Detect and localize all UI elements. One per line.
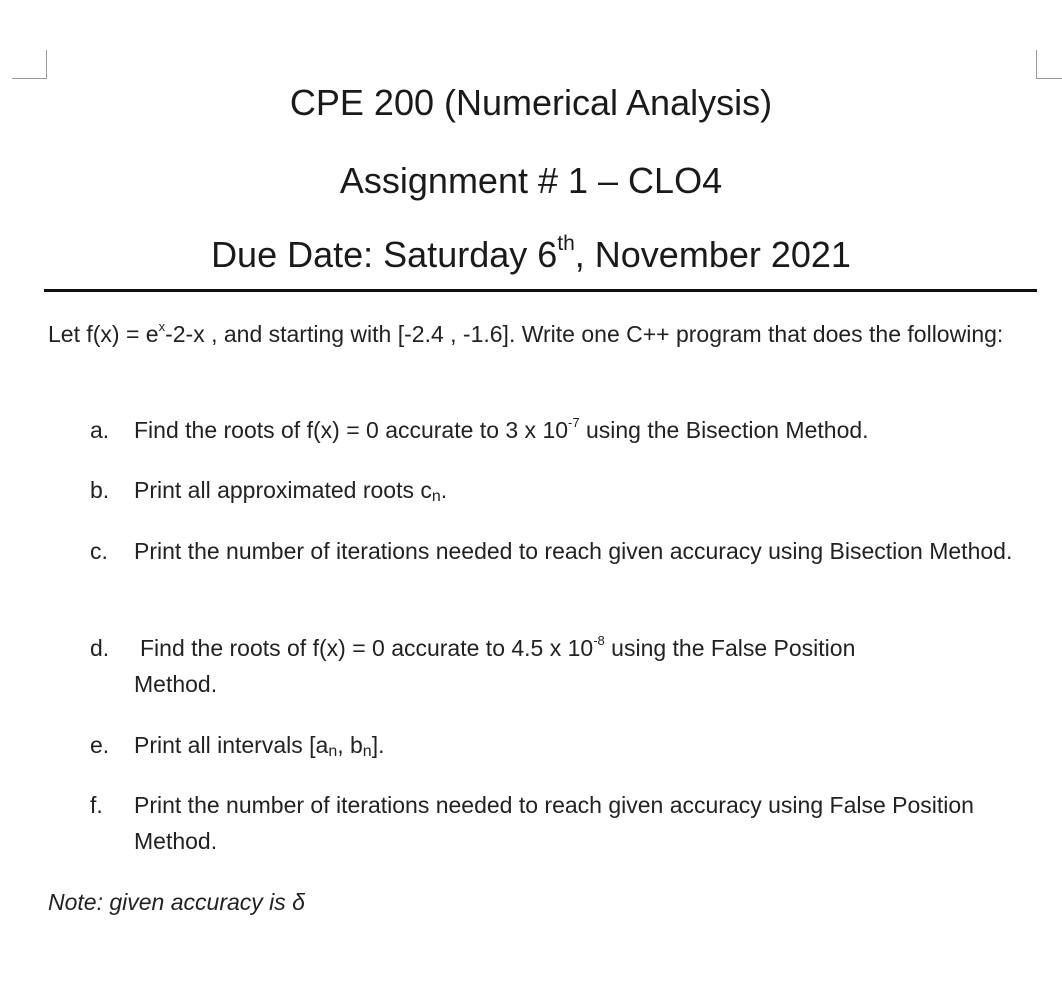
- list-item-text: [134, 727, 1038, 763]
- item-text-continuation: Method.: [134, 671, 218, 697]
- accuracy-note: Note: given accuracy is δ: [48, 889, 305, 915]
- list-item-text: [134, 472, 1038, 508]
- list-item-letter: d.: [90, 635, 110, 661]
- margin-corner-mark: [12, 50, 47, 79]
- due-date: [0, 234, 1062, 276]
- list-item: [90, 787, 1038, 859]
- item-text-part: , b: [337, 732, 363, 758]
- item-text-part: Find the roots of f(x) = 0 accurate to 3 x 10: [134, 417, 569, 443]
- header-divider: [44, 289, 1037, 292]
- item-text-part: Find the roots of f(x) = 0 accurate to 4.5 x 10: [140, 635, 594, 661]
- item-text-part: Print all intervals [a: [134, 732, 329, 758]
- margin-corner-mark: [1036, 50, 1062, 79]
- intro-text-start: Let f(x) = e: [48, 321, 159, 347]
- list-item-text: [134, 412, 1038, 448]
- list-item-letter: c.: [90, 538, 108, 564]
- due-date-ordinal: th: [557, 232, 575, 255]
- list-item: [90, 727, 1038, 763]
- due-date-suffix: , November 2021: [574, 234, 851, 275]
- item-text-part: Print all approximated roots c: [134, 477, 432, 503]
- list-item: [90, 533, 1038, 569]
- item-subscript: n: [328, 743, 338, 760]
- item-text-part: .: [440, 477, 448, 503]
- intro-text-end: -2-x , and starting with [-2.4 , -1.6]. Write one C++ program that does the following:: [165, 321, 1004, 347]
- list-item-text: Print the number of iterations needed to reach given accuracy using Bisection Method.: [134, 538, 1013, 564]
- list-item-letter: a.: [90, 417, 110, 443]
- item-subscript: n: [431, 488, 441, 505]
- list-item: [90, 472, 1038, 508]
- intro-exponent: x: [158, 319, 166, 335]
- list-item-letter: e.: [90, 732, 110, 758]
- list-item-text: Print the number of iterations needed to reach given accuracy using False Position Method.: [134, 792, 974, 854]
- list-item-letter: f.: [90, 792, 103, 818]
- list-item: [90, 412, 1038, 448]
- list-item: [90, 630, 1038, 702]
- item-text-part: using the Bisection Method.: [579, 417, 869, 443]
- item-text-part: ].: [371, 732, 385, 758]
- list-item-text: [134, 630, 1038, 702]
- item-exponent: -8: [593, 633, 605, 649]
- due-date-prefix: Due Date: Saturday 6: [211, 234, 558, 275]
- problem-statement: [48, 316, 1038, 352]
- assignment-title: Assignment # 1 – CLO4: [339, 160, 723, 201]
- item-subscript: n: [362, 743, 372, 760]
- list-item-letter: b.: [90, 477, 110, 503]
- course-title: CPE 200 (Numerical Analysis): [289, 82, 773, 123]
- item-exponent: -7: [568, 415, 580, 431]
- item-text-part: using the False Position: [604, 635, 856, 661]
